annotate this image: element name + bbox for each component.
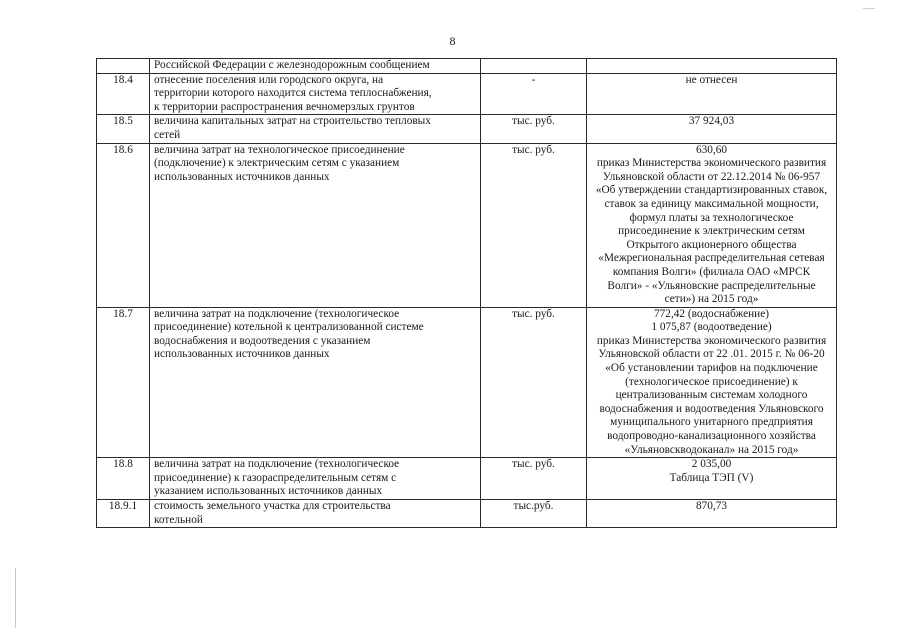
value-line: Волги» - «Ульяновские распределительные (607, 279, 816, 292)
value-line: водоснабжения и водоотведения Ульяновского (599, 402, 824, 415)
row-number: 18.5 (97, 115, 150, 143)
table-row (97, 500, 837, 528)
row-value (587, 458, 837, 500)
value-line: 630,60 (695, 143, 728, 156)
row-unit: тыс. руб. (481, 143, 587, 307)
value-line: 870,73 (695, 500, 728, 512)
row-unit: тыс.руб. (481, 500, 587, 528)
table-row (97, 73, 837, 115)
row-number: 18.4 (97, 73, 150, 115)
value-line: Открытого акционерного общества (626, 238, 797, 251)
value-line: 772,42 (водоснабжение) (654, 307, 769, 320)
value-line: формул платы за технологическое (629, 211, 794, 224)
row-value (587, 59, 837, 74)
value-line: 37 924,03 (688, 115, 735, 128)
parameter-name-line: величина затрат на технологическое присоединение (154, 143, 405, 156)
parameter-name-line: отнесение поселения или городского округа, на (154, 73, 384, 86)
value-line: (технологическое присоединение) к (625, 375, 798, 388)
row-number: 18.9.1 (97, 500, 150, 528)
parameter-name-line: территории которого находится система теплоснабжения, (154, 87, 432, 100)
parameter-name-line: котельной (154, 513, 203, 526)
value-line: не отнесен (685, 73, 738, 86)
value-line: водопроводно-канализационного хозяйства (607, 430, 816, 443)
row-value (587, 500, 837, 528)
row-number (97, 59, 150, 74)
parameter-name-line: указанием использованных источников данных (154, 485, 383, 498)
value-line: компания Волги» (филиала ОАО «МРСК (612, 265, 811, 278)
parameter-name-line: присоединение) к газораспределительным сетям с (154, 471, 397, 484)
parameters-table (96, 58, 837, 528)
row-number: 18.7 (97, 307, 150, 458)
row-value (587, 73, 837, 115)
row-parameter-name (150, 73, 481, 115)
row-unit: тыс. руб. (481, 307, 587, 458)
row-parameter-name (150, 458, 481, 500)
row-value (587, 307, 837, 458)
table-row (97, 458, 837, 500)
parameter-name-line: водоснабжения и водоотведения с указанием (154, 334, 371, 347)
binding-mark (15, 568, 16, 628)
row-value (587, 115, 837, 143)
row-number: 18.8 (97, 458, 150, 500)
value-line: «Межрегиональная распределительная сетевая (598, 252, 825, 265)
value-line: Ульяновской области от 22.12.2014 № 06-957 (602, 170, 821, 183)
table-row (97, 143, 837, 307)
row-parameter-name (150, 307, 481, 458)
value-line: присоединение к электрическим сетям (618, 225, 805, 238)
row-parameter-name (150, 500, 481, 528)
table-row (97, 307, 837, 458)
row-unit (481, 59, 587, 74)
parameter-name-line: стоимость земельного участка для строительства (154, 500, 391, 512)
value-line: 2 035,00 (691, 458, 732, 471)
value-line: «Об утверждении стандартизированных ставок, (595, 184, 828, 197)
value-line: «Ульяновскводоканал» на 2015 год» (624, 443, 799, 456)
parameter-name-line: (подключение) к электрическим сетям с указанием (154, 157, 400, 170)
value-line: муниципального унитарного предприятия (610, 416, 813, 429)
value-line: сети») на 2015 год» (664, 293, 759, 306)
row-parameter-name (150, 115, 481, 143)
scan-mark (863, 8, 875, 9)
value-line: ставок за единицу максимальной мощности, (604, 197, 819, 210)
table-body (97, 59, 837, 528)
value-line: 1 075,87 (водоотведение) (651, 321, 772, 334)
row-number: 18.6 (97, 143, 150, 307)
parameter-name-line: использованных источников данных (154, 170, 330, 183)
table-row (97, 115, 837, 143)
parameter-name-line: Российской Федерации с железнодорожным сообщением (154, 59, 430, 71)
value-line: Ульяновской области от 22 .01. 2015 г. № 06-20 (598, 348, 825, 361)
parameter-name-line: сетей (154, 128, 181, 141)
row-parameter-name (150, 59, 481, 74)
row-unit: тыс. руб. (481, 115, 587, 143)
row-unit: - (481, 73, 587, 115)
parameter-name-line: к территории распространения вечномерзлых грунтов (154, 100, 415, 113)
parameter-name-line: присоединение) котельной к централизованной системе (154, 321, 424, 334)
table-row (97, 59, 837, 74)
parameter-name-line: величина затрат на подключение (технологическое (154, 307, 400, 320)
value-line: Таблица ТЭП (V) (669, 471, 754, 484)
parameter-name-line: использованных источников данных (154, 348, 330, 361)
parameter-name-line: величина капитальных затрат на строительство тепловых (154, 115, 431, 128)
row-parameter-name (150, 143, 481, 307)
value-line: централизованным системам холодного (615, 389, 808, 402)
value-line: приказ Министерства экономического развития (596, 334, 827, 347)
value-line: «Об установлении тарифов на подключение (605, 362, 818, 375)
row-unit: тыс. руб. (481, 458, 587, 500)
page-number: 8 (449, 34, 456, 48)
value-line: приказ Министерства экономического развития (596, 157, 827, 170)
parameter-name-line: величина затрат на подключение (технологическое (154, 458, 400, 471)
row-value (587, 143, 837, 307)
